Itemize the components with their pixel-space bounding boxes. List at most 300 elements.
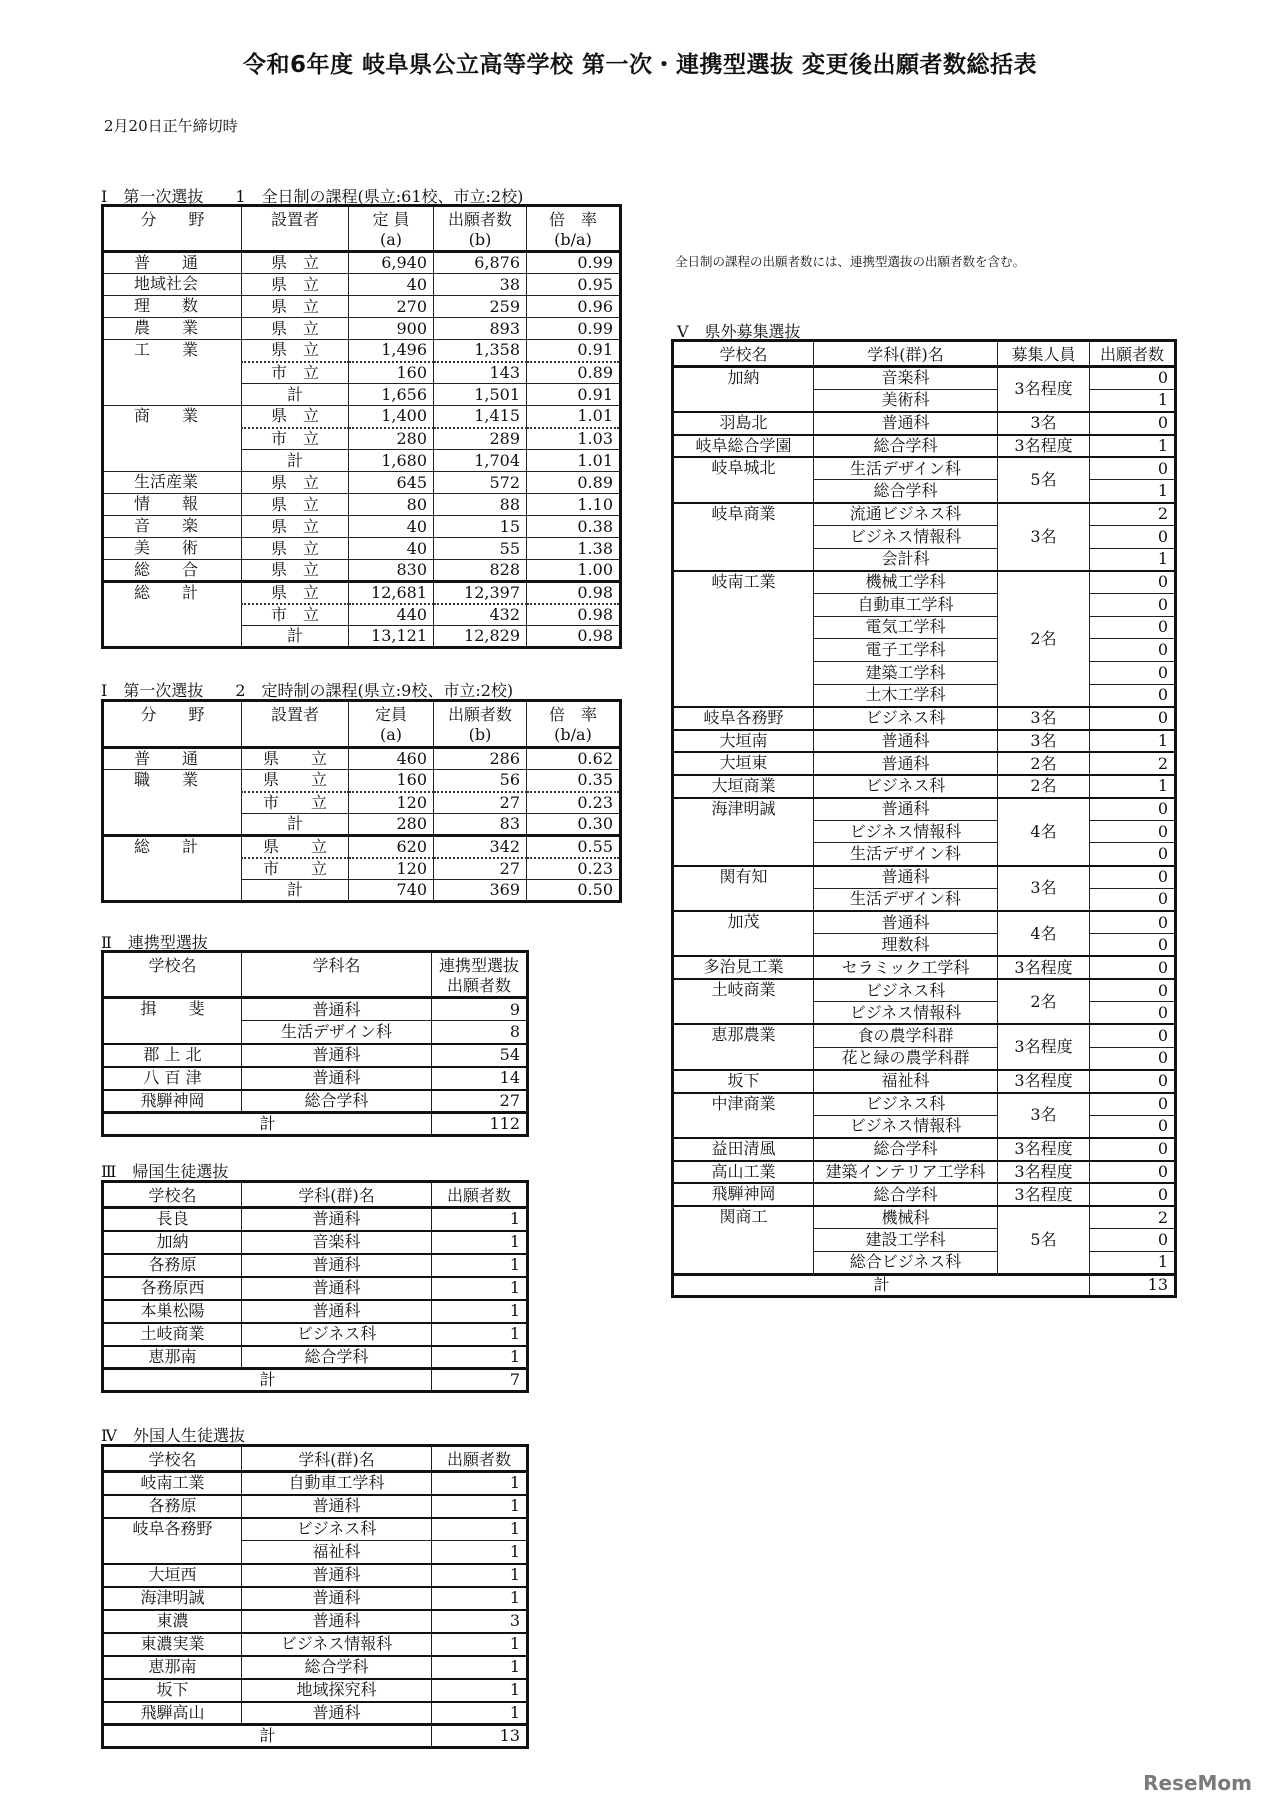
table-row (103, 274, 621, 296)
applicants-cell: 12,397 (434, 582, 527, 604)
table-row (673, 752, 1176, 775)
column-header (349, 206, 434, 252)
department-cell: 普通科 (242, 1587, 432, 1610)
ratio-cell: 0.98 (527, 604, 621, 626)
department-cell: 地域探究科 (242, 1679, 432, 1702)
applicant-count-cell: 1 (1090, 480, 1176, 503)
total-row (673, 1274, 1176, 1297)
column-header (1090, 341, 1176, 367)
table-row (673, 1206, 1176, 1229)
applicant-count-cell: 0 (1090, 367, 1176, 390)
table-row (103, 1587, 528, 1610)
ratio-cell: 0.96 (527, 296, 621, 318)
field-cell: 総 合 (103, 560, 242, 582)
applicant-count-cell: 1 (1090, 1251, 1176, 1274)
returnee-table (101, 1180, 529, 1393)
section-heading-parttime: Ⅰ 第一次選抜 2 定時制の課程(県立:9校、市立:2校) (101, 681, 514, 700)
capacity-cell: 280 (349, 814, 434, 836)
department-cell: 建築工学科 (814, 661, 998, 684)
department-cell: ビジネス科 (814, 979, 998, 1002)
table-row (103, 1277, 528, 1300)
table-row (673, 866, 1176, 889)
applicant-count-cell: 0 (1090, 1002, 1176, 1025)
applicant-count-cell: 0 (1090, 956, 1176, 979)
school-cell: 坂下 (103, 1679, 242, 1702)
table-row (103, 340, 621, 362)
total-row (103, 1113, 528, 1136)
fulltime-table (101, 204, 622, 649)
column-header (103, 206, 242, 252)
department-cell: 総合学科 (814, 1183, 998, 1206)
applicant-count-cell: 0 (1090, 911, 1176, 934)
capacity-cell: 460 (349, 748, 434, 770)
applicants-cell: 828 (434, 560, 527, 582)
capacity-cell: 270 (349, 296, 434, 318)
applicant-count-cell: 0 (1090, 1115, 1176, 1138)
school-cell: 多治見工業 (673, 956, 814, 979)
applicant-count-cell: 0 (1090, 1138, 1176, 1161)
school-cell: 揖 斐 (103, 998, 242, 1044)
setter-cell: 県 立 (242, 516, 349, 538)
total-value: 13 (1090, 1274, 1176, 1297)
table-row (103, 406, 621, 428)
ratio-cell: 0.55 (527, 836, 621, 858)
applicant-count-cell: 0 (1090, 866, 1176, 889)
school-cell: 各務原 (103, 1254, 242, 1277)
column-header-line: 募集人員 (1011, 345, 1076, 364)
column-header-line: 分 野 (140, 210, 205, 229)
column-header-line: (b/a) (554, 725, 592, 744)
school-cell: 大垣東 (673, 752, 814, 775)
table-row (103, 1067, 528, 1090)
applicants-cell: 12,829 (434, 626, 527, 648)
applicant-count-cell: 3 (432, 1610, 528, 1633)
department-cell: ビジネス情報科 (814, 1115, 998, 1138)
table-row (673, 1161, 1176, 1184)
table-row (103, 516, 621, 538)
column-header-line: 出願者数 (447, 705, 512, 724)
school-cell: 恵那南 (103, 1346, 242, 1369)
applicant-count-cell: 0 (1090, 1024, 1176, 1047)
ratio-cell: 0.62 (527, 748, 621, 770)
setter-cell: 市 立 (242, 362, 349, 384)
applicant-count-cell: 0 (1090, 593, 1176, 616)
table-row (103, 1702, 528, 1725)
department-cell: 機械工学科 (814, 571, 998, 594)
table-row (103, 1495, 528, 1518)
school-cell: 高山工業 (673, 1161, 814, 1184)
department-cell: 総合学科 (242, 1090, 432, 1113)
applicant-count-cell: 1 (432, 1208, 528, 1231)
applicants-cell: 27 (434, 858, 527, 880)
applicant-count-cell: 0 (1090, 639, 1176, 662)
field-cell: 美 術 (103, 538, 242, 560)
column-header (814, 341, 998, 367)
quota-cell: 3名 (998, 707, 1090, 730)
applicant-count-cell: 2 (1090, 503, 1176, 526)
section-heading-returnee: Ⅲ 帰国生徒選抜 (101, 1162, 229, 1181)
school-cell: 東濃 (103, 1610, 242, 1633)
table-row (673, 571, 1176, 594)
department-cell: 建築インテリア工学科 (814, 1161, 998, 1184)
table-row (103, 1610, 528, 1633)
school-cell: 岐阜各務野 (673, 707, 814, 730)
quota-cell: 2名 (998, 752, 1090, 775)
applicant-count-cell: 9 (432, 998, 528, 1021)
department-cell: 普通科 (242, 1495, 432, 1518)
applicants-cell: 143 (434, 362, 527, 384)
department-cell: 総合学科 (814, 1138, 998, 1161)
capacity-cell: 6,940 (349, 252, 434, 274)
school-cell: 岐阜総合学園 (673, 435, 814, 458)
header-row (103, 952, 528, 998)
department-cell: 普通科 (242, 1300, 432, 1323)
ratio-cell: 0.99 (527, 252, 621, 274)
school-cell: 岐阜各務野 (103, 1518, 242, 1564)
applicant-count-cell: 54 (432, 1044, 528, 1067)
applicant-count-cell: 1 (432, 1541, 528, 1564)
applicants-cell: 893 (434, 318, 527, 340)
field-cell: 地域社会 (103, 274, 242, 296)
department-cell: 普通科 (242, 1610, 432, 1633)
applicant-count-cell: 1 (432, 1346, 528, 1369)
out-of-prefecture-table (671, 339, 1177, 1298)
applicant-count-cell: 1 (432, 1702, 528, 1725)
applicant-count-cell: 1 (432, 1633, 528, 1656)
department-cell: 建設工学科 (814, 1229, 998, 1252)
department-cell: ビジネス情報科 (814, 1002, 998, 1025)
parttime-table (101, 699, 622, 903)
school-cell: 各務原西 (103, 1277, 242, 1300)
applicant-count-cell: 1 (1090, 775, 1176, 798)
school-cell: 本巣松陽 (103, 1300, 242, 1323)
column-header-line: (a) (379, 725, 403, 744)
column-header (242, 1446, 432, 1472)
school-cell: 東濃実業 (103, 1633, 242, 1656)
department-cell: 総合学科 (242, 1656, 432, 1679)
page-title: 令和6年度 岐阜県公立高等学校 第一次・連携型選抜 変更後出願者数総括表 (242, 52, 1038, 78)
department-cell: ビジネス科 (242, 1323, 432, 1346)
column-header-line: 学科(群)名 (298, 1450, 375, 1469)
quota-cell: 5名 (998, 1206, 1090, 1274)
department-cell: 花と緑の農学科群 (814, 1047, 998, 1070)
applicant-count-cell: 0 (1090, 1093, 1176, 1116)
applicant-count-cell: 0 (1090, 1161, 1176, 1184)
capacity-cell: 40 (349, 538, 434, 560)
applicant-count-cell: 27 (432, 1090, 528, 1113)
department-cell: 普通科 (814, 911, 998, 934)
school-cell: 加納 (103, 1231, 242, 1254)
quota-cell: 3名 (998, 866, 1090, 911)
column-header-line: 出願者数 (1099, 345, 1164, 364)
applicant-count-cell: 1 (432, 1254, 528, 1277)
applicant-count-cell: 2 (1090, 1206, 1176, 1229)
department-cell: ビジネス情報科 (814, 525, 998, 548)
quota-cell: 2名 (998, 571, 1090, 707)
ratio-cell: 1.01 (527, 450, 621, 472)
school-cell: 八 百 津 (103, 1067, 242, 1090)
table-row (673, 1138, 1176, 1161)
capacity-cell: 1,400 (349, 406, 434, 428)
table-row (673, 1024, 1176, 1047)
applicants-cell: 27 (434, 792, 527, 814)
table-row (673, 412, 1176, 435)
column-header-line: (b) (468, 230, 492, 249)
table-row (103, 582, 621, 604)
setter-cell: 県 立 (242, 748, 349, 770)
header-row (103, 206, 621, 252)
column-header (432, 952, 528, 998)
applicant-count-cell: 0 (1090, 820, 1176, 843)
school-cell: 加納 (673, 367, 814, 412)
department-cell: 機械科 (814, 1206, 998, 1229)
applicant-count-cell: 0 (1090, 616, 1176, 639)
foreign-student-table (101, 1444, 529, 1749)
table-row (103, 1090, 528, 1113)
applicant-count-cell: 1 (432, 1472, 528, 1495)
ratio-cell: 0.38 (527, 516, 621, 538)
column-header-line: 出願者数 (446, 1186, 511, 1205)
department-cell: ビジネス科 (814, 1093, 998, 1116)
department-cell: 普通科 (814, 866, 998, 889)
column-header-line: 倍 率 (548, 705, 597, 724)
table-row (103, 1472, 528, 1495)
applicant-count-cell: 1 (432, 1587, 528, 1610)
applicant-count-cell: 1 (1090, 389, 1176, 412)
column-header (103, 952, 242, 998)
department-cell: ビジネス情報科 (242, 1633, 432, 1656)
setter-cell: 県 立 (242, 494, 349, 516)
table-row (103, 1679, 528, 1702)
column-header-line: 倍 率 (548, 210, 597, 229)
total-value: 112 (432, 1113, 528, 1136)
quota-cell: 3名程度 (998, 435, 1090, 458)
field-cell: 総 計 (103, 836, 242, 902)
ratio-cell: 0.95 (527, 274, 621, 296)
column-header (434, 701, 527, 748)
setter-cell: 県 立 (242, 318, 349, 340)
column-header-line: (a) (379, 230, 403, 249)
department-cell: 普通科 (242, 1702, 432, 1725)
capacity-cell: 740 (349, 880, 434, 902)
table-row (103, 1656, 528, 1679)
school-cell: 恵那農業 (673, 1024, 814, 1069)
quota-cell: 5名 (998, 457, 1090, 502)
quota-cell: 3名程度 (998, 956, 1090, 979)
column-header-line: 学校名 (719, 345, 768, 364)
department-cell: 音楽科 (242, 1231, 432, 1254)
ratio-cell: 0.98 (527, 626, 621, 648)
table-row (103, 494, 621, 516)
department-cell: 普通科 (242, 1254, 432, 1277)
quota-cell: 3名程度 (998, 1183, 1090, 1206)
applicants-cell: 369 (434, 880, 527, 902)
setter-cell: 市 立 (242, 604, 349, 626)
table-row (103, 472, 621, 494)
setter-cell: 計 (242, 450, 349, 472)
applicants-cell: 1,704 (434, 450, 527, 472)
department-cell: 普通科 (242, 1044, 432, 1067)
quota-cell: 3名程度 (998, 1161, 1090, 1184)
applicants-cell: 259 (434, 296, 527, 318)
department-cell: セラミック工学科 (814, 956, 998, 979)
applicants-cell: 432 (434, 604, 527, 626)
capacity-cell: 1,656 (349, 384, 434, 406)
column-header (103, 1446, 242, 1472)
field-cell: 情 報 (103, 494, 242, 516)
column-header-line: 定 員 (372, 210, 410, 229)
table-row (103, 998, 528, 1021)
setter-cell: 県 立 (242, 252, 349, 274)
setter-cell: 計 (242, 626, 349, 648)
department-cell: 総合学科 (814, 480, 998, 503)
total-value: 13 (432, 1725, 528, 1748)
table-row (103, 1208, 528, 1231)
applicant-count-cell: 1 (1090, 548, 1176, 571)
department-cell: ビジネス科 (814, 775, 998, 798)
ratio-cell: 1.00 (527, 560, 621, 582)
department-cell: 普通科 (814, 730, 998, 753)
field-cell: 商 業 (103, 406, 242, 472)
department-cell: 福祉科 (242, 1541, 432, 1564)
department-cell: 会計科 (814, 548, 998, 571)
column-header (434, 206, 527, 252)
department-cell: 食の農学科群 (814, 1024, 998, 1047)
department-cell: 総合ビジネス科 (814, 1251, 998, 1274)
quota-cell: 3名程度 (998, 1138, 1090, 1161)
school-cell: 大垣商業 (673, 775, 814, 798)
capacity-cell: 620 (349, 836, 434, 858)
school-cell: 岐南工業 (103, 1472, 242, 1495)
department-cell: 生活デザイン科 (814, 843, 998, 866)
total-label: 計 (103, 1725, 432, 1748)
school-cell: 大垣西 (103, 1564, 242, 1587)
deadline-note: 2月20日正午締切時 (104, 117, 238, 135)
setter-cell: 県 立 (242, 296, 349, 318)
table-row (103, 1300, 528, 1323)
school-cell: 岐阜商業 (673, 503, 814, 571)
table-row (673, 1183, 1176, 1206)
field-cell: 理 数 (103, 296, 242, 318)
school-cell: 益田清風 (673, 1138, 814, 1161)
ratio-cell: 1.01 (527, 406, 621, 428)
school-cell: 各務原 (103, 1495, 242, 1518)
field-cell: 普 通 (103, 748, 242, 770)
department-cell: 自動車工学科 (814, 593, 998, 616)
capacity-cell: 12,681 (349, 582, 434, 604)
applicant-count-cell: 1 (432, 1679, 528, 1702)
capacity-cell: 40 (349, 516, 434, 538)
capacity-cell: 900 (349, 318, 434, 340)
column-header-line: (b/a) (554, 230, 592, 249)
capacity-cell: 120 (349, 858, 434, 880)
setter-cell: 県 立 (242, 560, 349, 582)
section-heading-fulltime: Ⅰ 第一次選抜 1 全日制の課程(県立:61校、市立:2校) (101, 187, 524, 206)
applicant-count-cell: 0 (1090, 798, 1176, 821)
ratio-cell: 0.91 (527, 340, 621, 362)
school-cell: 飛騨神岡 (103, 1090, 242, 1113)
total-row (103, 1725, 528, 1748)
quota-cell: 4名 (998, 911, 1090, 956)
field-cell: 農 業 (103, 318, 242, 340)
setter-cell: 県 立 (242, 582, 349, 604)
applicants-cell: 289 (434, 428, 527, 450)
table-row (103, 748, 621, 770)
column-header-line: 分 野 (140, 705, 205, 724)
applicant-count-cell: 1 (1090, 435, 1176, 458)
column-header (242, 1182, 432, 1208)
applicants-cell: 38 (434, 274, 527, 296)
applicant-count-cell: 1 (1090, 730, 1176, 753)
table-row (103, 252, 621, 274)
setter-cell: 県 立 (242, 274, 349, 296)
school-cell: 飛騨神岡 (673, 1183, 814, 1206)
applicant-count-cell: 1 (432, 1656, 528, 1679)
school-cell: 岐阜城北 (673, 457, 814, 502)
quota-cell: 3名程度 (998, 367, 1090, 412)
column-header-line: 学校名 (148, 956, 197, 975)
applicant-count-cell: 0 (1090, 457, 1176, 480)
applicants-cell: 88 (434, 494, 527, 516)
column-header (242, 701, 349, 748)
school-cell: 恵那南 (103, 1656, 242, 1679)
ratio-cell: 0.98 (527, 582, 621, 604)
column-header-line: 設置者 (270, 705, 319, 724)
field-cell: 普 通 (103, 252, 242, 274)
department-cell: 総合学科 (814, 435, 998, 458)
table-row (673, 435, 1176, 458)
department-cell: ビジネス科 (814, 707, 998, 730)
capacity-cell: 40 (349, 274, 434, 296)
department-cell: ビジネス科 (242, 1518, 432, 1541)
department-cell: 電子工学科 (814, 639, 998, 662)
school-cell: 羽島北 (673, 412, 814, 435)
column-header (349, 701, 434, 748)
resemom-watermark-logo: ReseMom (1143, 1771, 1252, 1795)
school-cell: 加茂 (673, 911, 814, 956)
applicant-count-cell: 1 (432, 1564, 528, 1587)
table-row (673, 1093, 1176, 1116)
table-row (103, 1518, 528, 1541)
applicants-cell: 56 (434, 770, 527, 792)
ratio-cell: 0.30 (527, 814, 621, 836)
setter-cell: 県 立 (242, 340, 349, 362)
department-cell: 総合学科 (242, 1346, 432, 1369)
setter-cell: 計 (242, 384, 349, 406)
department-cell: 普通科 (242, 998, 432, 1021)
applicant-count-cell: 0 (1090, 843, 1176, 866)
column-header-line: 学校名 (148, 1186, 197, 1205)
table-row (103, 1254, 528, 1277)
ratio-cell: 0.91 (527, 384, 621, 406)
ratio-cell: 0.99 (527, 318, 621, 340)
quota-cell: 3名 (998, 1093, 1090, 1138)
applicants-cell: 15 (434, 516, 527, 538)
ratio-cell: 0.23 (527, 792, 621, 814)
quota-cell: 3名程度 (998, 1024, 1090, 1069)
capacity-cell: 1,680 (349, 450, 434, 472)
column-header (527, 206, 621, 252)
table-row (103, 1633, 528, 1656)
school-cell: 関有知 (673, 866, 814, 911)
department-cell: 美術科 (814, 389, 998, 412)
table-row (103, 1231, 528, 1254)
setter-cell: 県 立 (242, 836, 349, 858)
department-cell: 普通科 (242, 1067, 432, 1090)
table-row (673, 730, 1176, 753)
department-cell: ビジネス情報科 (814, 820, 998, 843)
school-cell: 長良 (103, 1208, 242, 1231)
